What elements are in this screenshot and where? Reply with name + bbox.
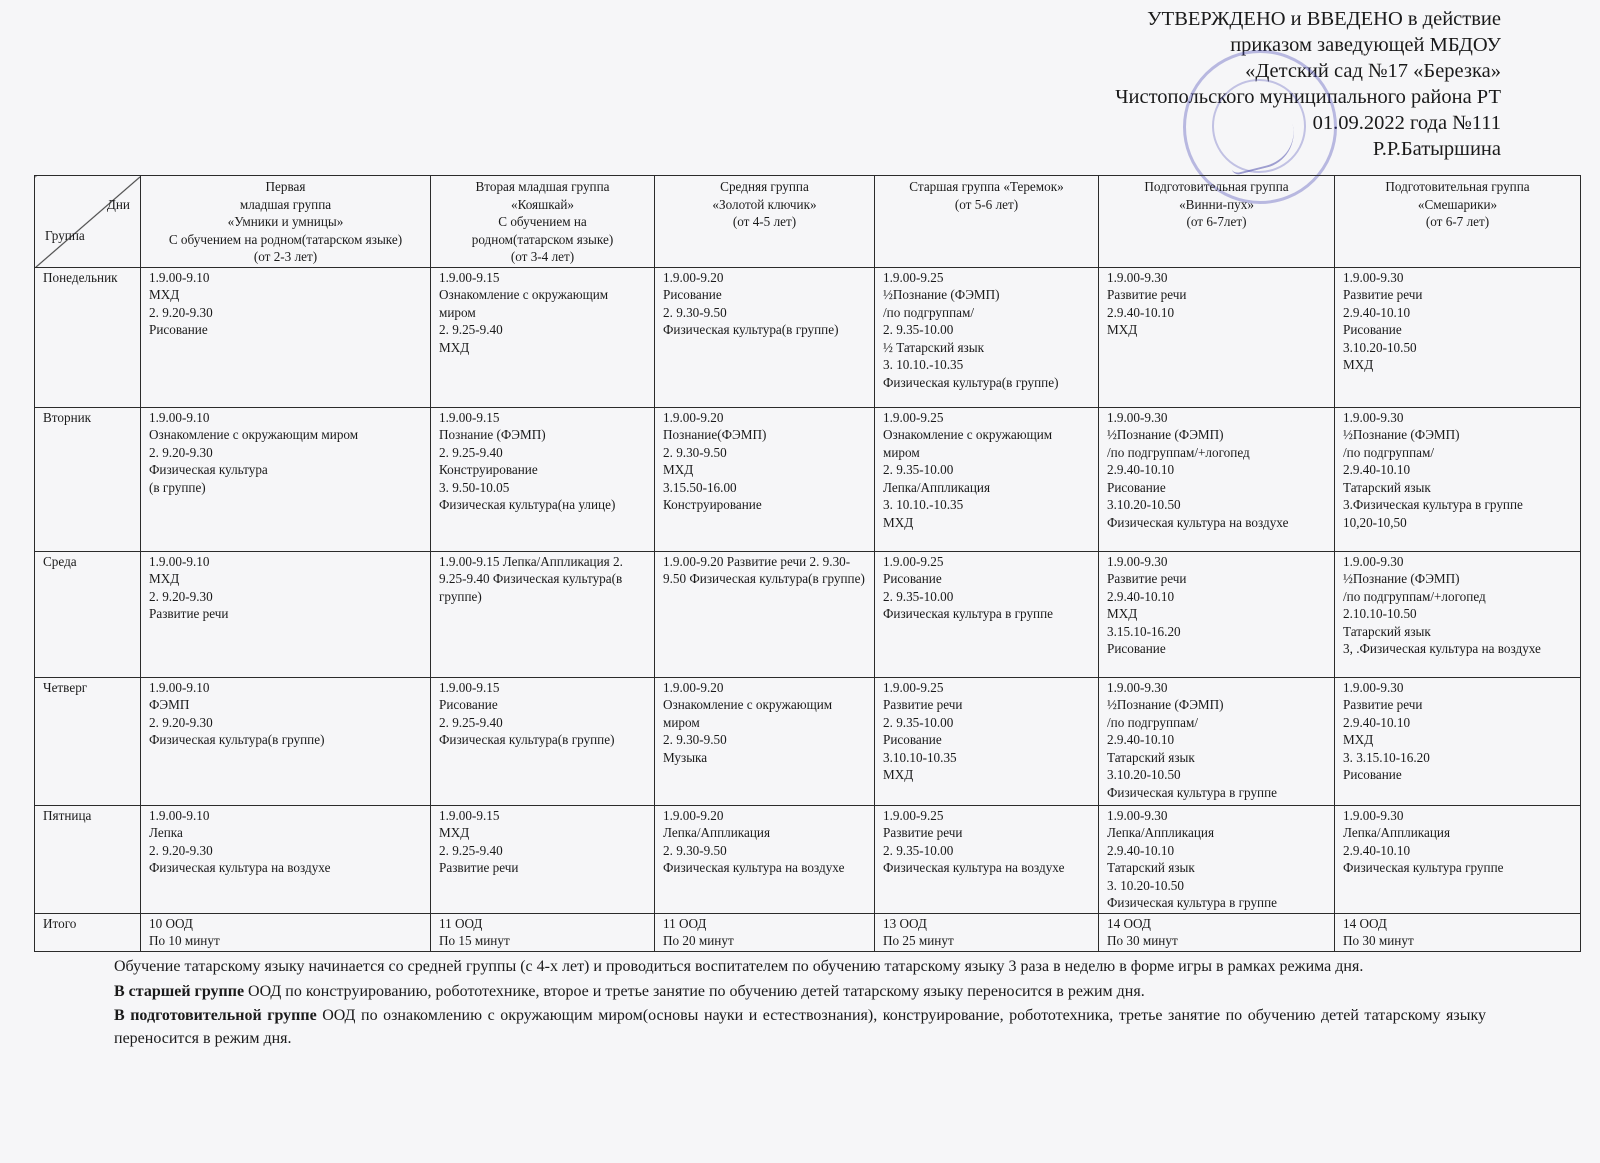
cell-line: 2. 9.30-9.50	[663, 444, 727, 460]
cell-line: 1.9.00-9.15	[439, 679, 500, 695]
cell-line: ½Познание (ФЭМП)	[883, 287, 1000, 302]
cell-line: Физическая культура группе	[1343, 860, 1504, 875]
schedule-cell	[875, 267, 1099, 407]
header-line: «Золотой ключик»	[712, 196, 817, 212]
schedule-cell	[1335, 805, 1581, 913]
header-line: «Умники и умницы»	[227, 214, 344, 229]
cell-line: 1.9.00-9.25	[883, 269, 944, 285]
day-cell: Четверг	[35, 677, 141, 805]
header-line: «Смешарики»	[1417, 196, 1498, 212]
schedule-cell	[431, 407, 655, 551]
cell-line: Ознакомление с окружающим миром	[883, 427, 1053, 460]
approval-signatory: Р.Р.Батыршина	[1372, 138, 1501, 160]
note-text: ООД по ознакомлению с окружающим миром(основы науки и естествознания), конструирование, робототехника, третье занятие по обучению детей татарскому языку переносится в режим дня.	[114, 1007, 1486, 1047]
cell-line: 2.9.40-10.10	[1343, 462, 1411, 477]
cell-line: Конструирование	[439, 462, 538, 477]
cell-line: 2. 9.20-9.30	[149, 444, 213, 460]
cell-line: 2. 9.35-10.00	[883, 588, 954, 604]
header-line: «Кояшкай»	[510, 196, 574, 212]
cell-line: Рисование	[1343, 767, 1402, 782]
cell-line: Рисование	[1107, 479, 1166, 495]
cell-line: Физическая культура в группе	[1107, 784, 1278, 800]
schedule-cell	[1099, 677, 1335, 805]
schedule-cell	[875, 677, 1099, 805]
cell-line: 1.9.00-9.15	[439, 269, 500, 285]
schedule-cell	[875, 913, 1099, 951]
table-row	[35, 805, 1581, 913]
cell-line: 2.9.40-10.10	[1343, 304, 1411, 320]
cell-line: 3. 10.10.-10.35	[883, 357, 964, 372]
header-line: С обучением на	[498, 214, 587, 229]
schedule-cell	[655, 677, 875, 805]
cell-line: МХД	[1343, 357, 1374, 372]
cell-line: Физическая культура на воздухе	[1107, 514, 1289, 530]
cell-line: 2. 9.20-9.30	[149, 714, 213, 730]
header-line: (от 2-3 лет)	[253, 249, 318, 264]
corner-days-label: Дни	[106, 197, 130, 212]
cell-line: Физическая культура на воздухе	[663, 860, 845, 875]
cell-line: 2.9.40-10.10	[1107, 462, 1175, 477]
cell-line: 3.10.20-10.50	[1107, 767, 1181, 782]
cell-line: Развитие речи	[1107, 287, 1187, 302]
note-paragraph	[114, 956, 1486, 979]
cell-line: 1.9.00-9.10	[149, 679, 210, 695]
cell-line: 1.9.00-9.15	[439, 409, 500, 425]
header-line: Вторая младшая группа	[475, 179, 610, 194]
schedule-cell	[141, 913, 431, 951]
group-header	[875, 176, 1099, 268]
cell-line: По 20 минут	[663, 933, 734, 948]
cell-line: Музыка	[663, 749, 708, 765]
cell-line: МХД	[439, 339, 470, 355]
cell-line: Физическая культура(в группе)	[663, 322, 839, 337]
cell-line: /по подгруппам/	[883, 304, 974, 320]
schedule-cell	[1335, 551, 1581, 677]
cell-line: 1.9.00-9.20	[663, 807, 724, 823]
header-line: С обучением на родном(татарском языке)	[168, 231, 403, 247]
header-line: Средняя группа	[720, 179, 809, 194]
day-cell: Пятница	[35, 805, 141, 913]
cell-line: МХД	[1107, 322, 1138, 337]
schedule-cell	[1335, 913, 1581, 951]
cell-line: 2. 9.30-9.50	[663, 842, 727, 858]
corner-group-label: Группа	[45, 228, 85, 243]
cell-line: 14 ООД	[1107, 915, 1151, 931]
group-header	[655, 176, 875, 268]
day-cell: Итого	[35, 913, 141, 951]
cell-line: МХД	[883, 514, 914, 530]
header-line: «Винни-пух»	[1179, 196, 1254, 212]
cell-line: 10 ООД	[149, 915, 193, 931]
cell-line: Физическая культура(на улице)	[439, 497, 616, 512]
approval-line: Чистопольского муниципального района РТ	[1115, 86, 1501, 108]
schedule-cell	[431, 267, 655, 407]
cell-line: Физическая культура на воздухе	[883, 860, 1065, 875]
cell-line: 2.9.40-10.10	[1107, 842, 1175, 858]
cell-line: 2. 9.25-9.40	[439, 322, 503, 337]
cell-line: ½Познание (ФЭМП)	[1107, 697, 1224, 712]
cell-line: 2. 9.35-10.00	[883, 842, 954, 858]
schedule-cell	[1335, 677, 1581, 805]
cell-line: Рисование	[883, 571, 942, 586]
approval-line: 01.09.2022 года №111	[1312, 112, 1501, 134]
header-line: (от 3-4 лет)	[510, 249, 575, 264]
schedule-cell	[1099, 913, 1335, 951]
schedule-cell	[875, 407, 1099, 551]
schedule-cell	[431, 913, 655, 951]
cell-line: По 25 минут	[883, 933, 954, 948]
cell-line: 1.9.00-9.10	[149, 807, 210, 823]
approval-line: приказом заведующей МБДОУ	[1230, 34, 1501, 56]
schedule-table	[34, 175, 1581, 952]
cell-line: 3, .Физическая культура на воздухе	[1343, 641, 1541, 656]
header-row	[35, 176, 1581, 268]
schedule-cell	[655, 267, 875, 407]
cell-line: 2. 9.35-10.00	[883, 462, 954, 477]
note-text: Обучение татарскому языку начинается со средней группы (с 4-х лет) и проводиться воспитателем по обучению татарскому языку 3 раза в неделю в форме игры в рамках режима дня.	[114, 958, 1364, 975]
note-text: ООД по конструированию, робототехнике, второе и третье занятие по обучению детей татарскому языку переносится в режим дня.	[244, 982, 1145, 1000]
cell-line: /по подгруппам/	[1107, 714, 1198, 730]
schedule-cell	[431, 551, 655, 677]
approval-line: УТВЕРЖДЕНО и ВВЕДЕНО в действие	[1147, 8, 1501, 30]
cell-line: МХД	[149, 287, 180, 302]
header-line: Первая	[265, 179, 306, 194]
cell-line: Рисование	[1343, 322, 1402, 337]
note-bold: В старшей группе	[114, 982, 245, 1000]
schedule-cell	[655, 551, 875, 677]
cell-line: 2. 9.20-9.30	[149, 588, 213, 604]
cell-line: МХД	[1343, 732, 1374, 747]
cell-line: 1.9.00-9.30	[1343, 409, 1404, 425]
cell-line: Познание(ФЭМП)	[663, 427, 767, 442]
cell-line: 2. 9.30-9.50	[663, 304, 727, 320]
cell-line: 1.9.00-9.25	[883, 679, 944, 695]
schedule-body	[35, 267, 1581, 951]
cell-line: Ознакомление с окружающим миром	[663, 697, 833, 730]
cell-line: 2.9.40-10.10	[1343, 714, 1411, 730]
cell-line: Развитие речи	[1343, 287, 1423, 302]
cell-line: 1.9.00-9.30	[1107, 269, 1168, 285]
header-line: Старшая группа «Теремок»	[909, 179, 1064, 194]
schedule-cell	[655, 913, 875, 951]
header-line: младшая группа	[239, 196, 332, 212]
note-bold: В подготовительной группе	[114, 1007, 317, 1024]
cell-line: Развитие речи	[1343, 697, 1423, 712]
cell-line: 1.9.00-9.30	[1343, 553, 1404, 569]
cell-line: 2.9.40-10.10	[1107, 732, 1175, 747]
cell-line: 2. 9.25-9.40	[439, 842, 503, 858]
cell-line: Рисование	[883, 732, 942, 747]
cell-line: ½ Татарский язык	[883, 339, 985, 355]
cell-line: МХД	[149, 571, 180, 586]
cell-line: 2. 9.35-10.00	[883, 714, 954, 730]
cell-line: 1.9.00-9.10	[149, 553, 210, 569]
table-row	[35, 407, 1581, 551]
cell-line: 1.9.00-9.15	[439, 807, 500, 823]
cell-line: 1.9.00-9.20 Развитие речи 2. 9.30-9.50 Физическая культура(в группе)	[663, 553, 865, 586]
table-row	[35, 677, 1581, 805]
cell-line: Развитие речи	[1107, 571, 1187, 586]
schedule-cell	[141, 551, 431, 677]
group-header	[141, 176, 431, 268]
cell-line: 1.9.00-9.30	[1343, 807, 1404, 823]
cell-line: 1.9.00-9.30	[1107, 679, 1168, 695]
cell-line: 2. 9.20-9.30	[149, 842, 213, 858]
cell-line: 1.9.00-9.10	[149, 409, 210, 425]
cell-line: /по подгруппам/	[1343, 444, 1434, 460]
cell-line: Физическая культура в группе	[883, 606, 1054, 621]
header-line: Подготовительная группа	[1144, 179, 1289, 194]
cell-line: Рисование	[1107, 641, 1166, 656]
schedule-cell	[875, 805, 1099, 913]
cell-line: МХД	[1107, 606, 1138, 621]
cell-line: 3.15.10-16.20	[1107, 623, 1181, 639]
cell-line: 3. 3.15.10-16.20	[1343, 749, 1430, 765]
cell-line: Лепка/Аппликация	[663, 825, 771, 840]
table-row	[35, 267, 1581, 407]
cell-line: ФЭМП	[149, 697, 190, 712]
cell-line: 3. 10.20-10.50	[1107, 877, 1184, 893]
day-cell: Среда	[35, 551, 141, 677]
schedule-cell	[431, 805, 655, 913]
header-line: (от 5-6 лет)	[954, 196, 1019, 212]
cell-line: Физическая культура(в группе)	[439, 732, 615, 747]
cell-line: 1.9.00-9.15 Лепка/Аппликация 2. 9.25-9.40 Физическая культура(в группе)	[439, 553, 623, 604]
day-cell: Вторник	[35, 407, 141, 551]
group-header	[1099, 176, 1335, 268]
cell-line: (в группе)	[149, 479, 206, 495]
cell-line: 2. 9.35-10.00	[883, 322, 954, 337]
note-paragraph	[114, 981, 1486, 1004]
schedule-cell	[141, 677, 431, 805]
schedule-cell	[431, 677, 655, 805]
cell-line: ½Познание (ФЭМП)	[1343, 571, 1460, 586]
cell-line: 2. 9.20-9.30	[149, 304, 213, 320]
cell-line: По 30 минут	[1107, 933, 1178, 948]
header-line: (от 4-5 лет)	[732, 214, 797, 229]
group-header	[431, 176, 655, 268]
schedule-cell	[141, 267, 431, 407]
cell-line: МХД	[439, 825, 470, 840]
cell-line: Развитие речи	[149, 606, 229, 621]
cell-line: 3. 9.50-10.05	[439, 479, 510, 495]
cell-line: 1.9.00-9.20	[663, 409, 724, 425]
cell-line: 3.10.10-10.35	[883, 749, 957, 765]
cell-line: По 30 минут	[1343, 933, 1414, 948]
schedule-cell	[1099, 407, 1335, 551]
cell-line: 1.9.00-9.25	[883, 553, 944, 569]
cell-line: Познание (ФЭМП)	[439, 427, 546, 442]
cell-line: 1.9.00-9.30	[1107, 409, 1168, 425]
cell-line: 3.15.50-16.00	[663, 479, 737, 495]
cell-line: Татарский язык	[1107, 860, 1195, 875]
cell-line: Конструирование	[663, 497, 762, 512]
cell-line: 2. 9.25-9.40	[439, 714, 503, 730]
cell-line: Лепка/Аппликация	[1343, 825, 1451, 840]
approval-line: «Детский сад №17 «Березка»	[1245, 60, 1501, 82]
corner-cell	[35, 176, 141, 268]
cell-line: 2.9.40-10.10	[1107, 304, 1175, 320]
cell-line: 1.9.00-9.25	[883, 807, 944, 823]
cell-line: 3. 10.10.-10.35	[883, 497, 964, 512]
cell-line: 1.9.00-9.10	[149, 269, 210, 285]
cell-line: 3.10.20-10.50	[1107, 497, 1181, 512]
schedule-cell	[655, 805, 875, 913]
cell-line: /по подгруппам/+логопед	[1343, 588, 1486, 604]
note-paragraph	[114, 1005, 1486, 1050]
schedule-cell	[1335, 267, 1581, 407]
cell-line: Физическая культура(в группе)	[883, 374, 1059, 390]
cell-line: Лепка	[149, 825, 183, 840]
cell-line: Татарский язык	[1343, 623, 1431, 639]
cell-line: Физическая культура	[149, 462, 268, 477]
schedule-cell	[1099, 551, 1335, 677]
cell-line: Татарский язык	[1343, 479, 1431, 495]
cell-line: 2.9.40-10.10	[1107, 588, 1175, 604]
cell-line: Развитие речи	[883, 697, 963, 712]
schedule-cell	[1099, 805, 1335, 913]
cell-line: Развитие речи	[439, 860, 519, 875]
cell-line: 13 ООД	[883, 915, 927, 931]
cell-line: 1.9.00-9.30	[1107, 807, 1168, 823]
cell-line: 1.9.00-9.30	[1343, 269, 1404, 285]
cell-line: Лепка/Аппликация	[883, 479, 991, 495]
cell-line: 11 ООД	[439, 915, 483, 931]
schedule-cell	[141, 407, 431, 551]
header-line: Подготовительная группа	[1385, 179, 1530, 194]
schedule-cell	[1099, 267, 1335, 407]
schedule-cell	[1335, 407, 1581, 551]
cell-line: Татарский язык	[1107, 749, 1195, 765]
schedule-cell	[875, 551, 1099, 677]
cell-line: 10,20-10,50	[1343, 514, 1407, 530]
cell-line: Физическая культура на воздухе	[149, 860, 331, 875]
cell-line: 3.Физическая культура в группе	[1343, 497, 1523, 512]
header-line: родном(татарском языке)	[471, 231, 614, 247]
group-header	[1335, 176, 1581, 268]
cell-line: /по подгруппам/+логопед	[1107, 444, 1250, 460]
cell-line: 2.10.10-10.50	[1343, 606, 1417, 621]
cell-line: 1.9.00-9.30	[1343, 679, 1404, 695]
cell-line: 1.9.00-9.20	[663, 269, 724, 285]
cell-line: 2.9.40-10.10	[1343, 842, 1411, 858]
cell-line: Ознакомление с окружающим миром	[149, 427, 359, 442]
cell-line: Лепка/Аппликация	[1107, 825, 1215, 840]
cell-line: По 10 минут	[149, 933, 220, 948]
cell-line: 14 ООД	[1343, 915, 1387, 931]
cell-line: Физическая культура(в группе)	[149, 732, 325, 747]
cell-line: МХД	[663, 462, 694, 477]
notes-block	[114, 956, 1486, 1052]
header-line: (от 6-7 лет)	[1425, 214, 1490, 229]
day-cell: Понедельник	[35, 267, 141, 407]
table-row	[35, 551, 1581, 677]
cell-line: ½Познание (ФЭМП)	[1343, 427, 1460, 442]
cell-line: ½Познание (ФЭМП)	[1107, 427, 1224, 442]
cell-line: Рисование	[149, 322, 208, 337]
cell-line: Развитие речи	[883, 825, 963, 840]
header-line: (от 6-7лет)	[1186, 214, 1247, 229]
cell-line: 2. 9.30-9.50	[663, 732, 727, 747]
table-row	[35, 913, 1581, 951]
cell-line: Ознакомление с окружающим миром	[439, 287, 609, 320]
schedule-cell	[655, 407, 875, 551]
cell-line: Рисование	[663, 287, 722, 302]
cell-line: 11 ООД	[663, 915, 707, 931]
cell-line: 1.9.00-9.30	[1107, 553, 1168, 569]
cell-line: МХД	[883, 767, 914, 782]
schedule-cell	[141, 805, 431, 913]
cell-line: 3.10.20-10.50	[1343, 339, 1417, 355]
cell-line: По 15 минут	[439, 933, 510, 948]
cell-line: Рисование	[439, 697, 498, 712]
cell-line: 2. 9.25-9.40	[439, 444, 503, 460]
cell-line: 1.9.00-9.25	[883, 409, 944, 425]
cell-line: Физическая культура в группе	[1107, 895, 1278, 910]
cell-line: 1.9.00-9.20	[663, 679, 724, 695]
